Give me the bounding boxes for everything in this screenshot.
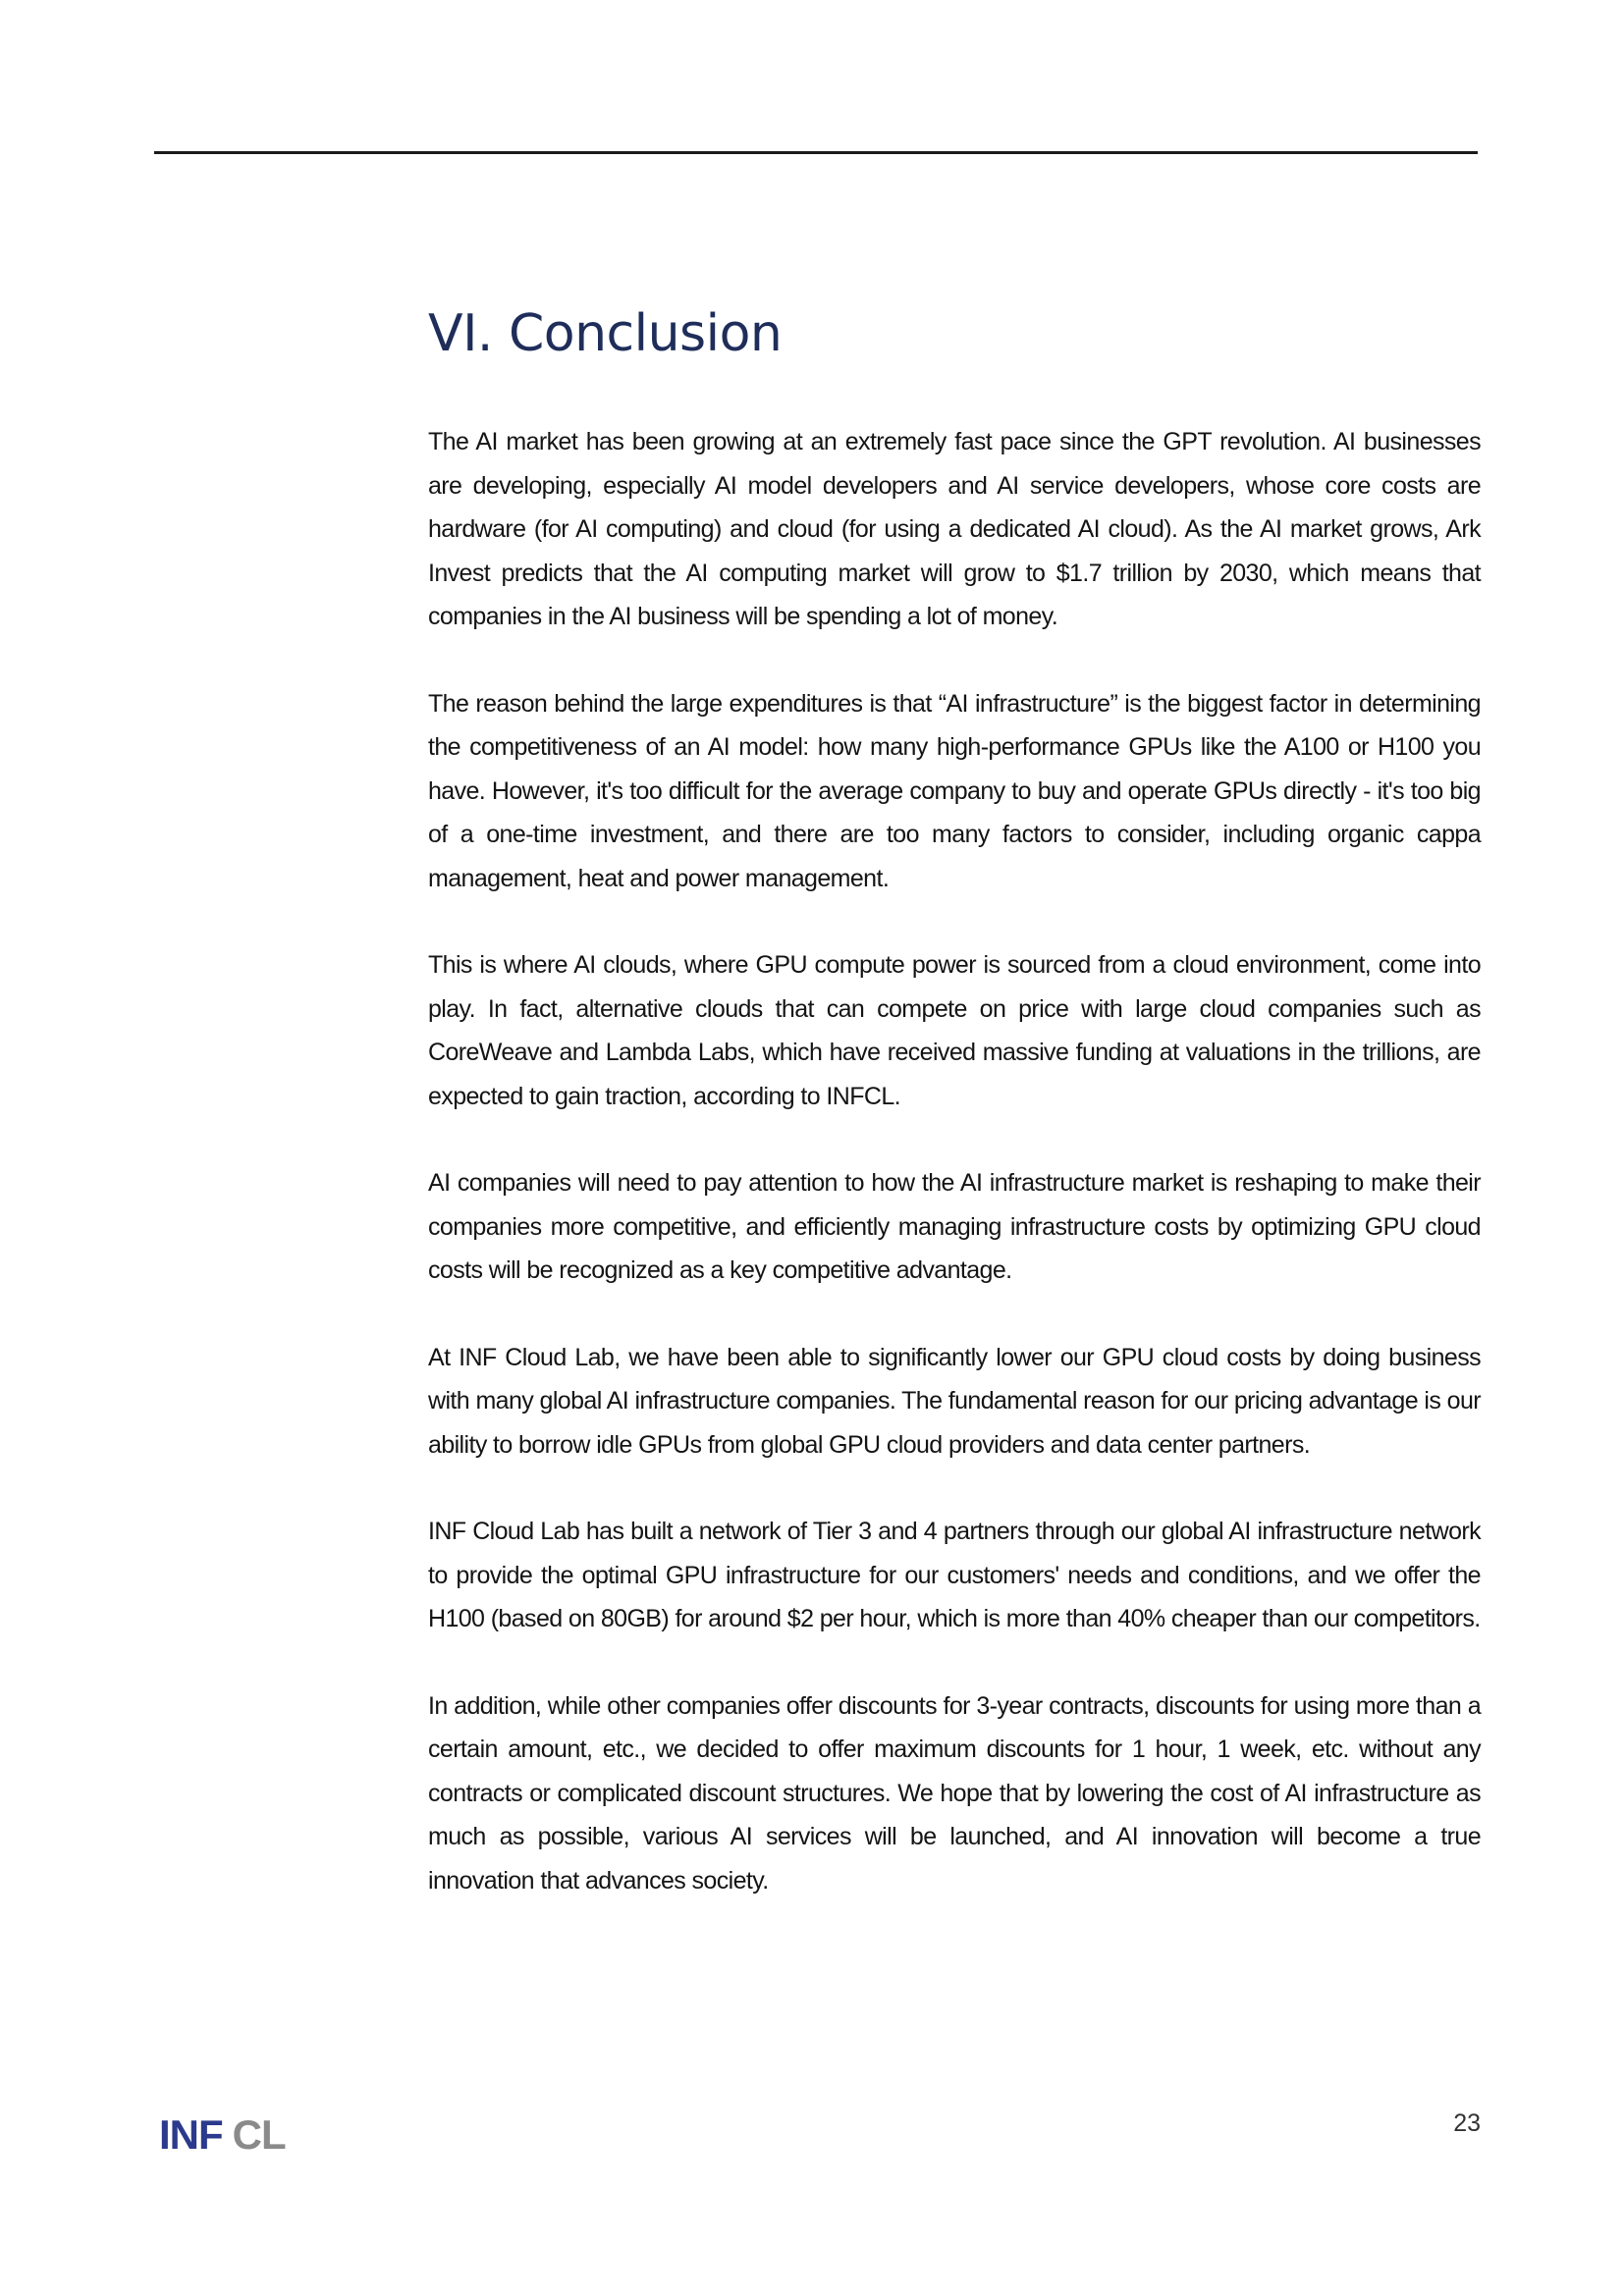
paragraph: In addition, while other companies offer discounts for 3-year contracts, discounts for using more than a certain amount, etc., we decided to offer maximum discounts for 1 hour, 1 week, etc. without any contracts or complicated discount structures. We hope that by lowering the cost of AI infrastructure as much as possible, various AI services will be launched, and AI innovation will become a true innovation that advances society. xyxy=(428,1691,1481,1895)
paragraph: The AI market has been growing at an extremely fast pace since the GPT revolution. AI businesses are developing, especially AI model developers and AI service developers, whose core costs are hardware (for AI computing) and cloud (for using a dedicated AI cloud). As the AI market grows, Ark Invest predicts that the AI computing market will grow to $1.7 trillion by 2030, which means that companies in the AI business will be spending a lot of money. xyxy=(428,428,1481,630)
paragraph: INF Cloud Lab has built a network of Tier 3 and 4 partners through our global AI infrastructure network to provide the optimal GPU infrastructure for our customers' needs and conditions, and we offer the H100 (based on 80GB) for around $2 per hour, which is more than 40% cheaper than our competitors. xyxy=(428,1518,1481,1632)
body-text xyxy=(428,420,1481,1902)
section-title: VI. Conclusion xyxy=(428,304,783,363)
paragraph: The reason behind the large expenditures is that “AI infrastructure” is the biggest factor in determining the competitiveness of an AI model: how many high-performance GPUs like the A100 or H100 you have. However, it's too difficult for the average company to buy and operate GPUs directly - it's too big of a one-time investment, and there are too many factors to consider, including organic cappa management, heat and power management. xyxy=(428,689,1481,892)
paragraph: At INF Cloud Lab, we have been able to significantly lower our GPU cloud costs by doing business with many global AI infrastructure companies. The fundamental reason for our pricing advantage is our ability to borrow idle GPUs from global GPU cloud providers and data center partners. xyxy=(428,1343,1481,1459)
paragraph: This is where AI clouds, where GPU compute power is sourced from a cloud environment, come into play. In fact, alternative clouds that can compete on price with large cloud companies such as CoreWeave and Lambda Labs, which have received massive funding at valuations in the trillions, are expected to gain traction, according to INFCL. xyxy=(428,951,1481,1110)
company-logo xyxy=(159,2110,286,2160)
paragraph: AI companies will need to pay attention to how the AI infrastructure market is reshaping to make their companies more competitive, and efficiently managing infrastructure costs by optimizing GPU cloud costs will be recognized as a key competitive advantage. xyxy=(428,1169,1481,1284)
header-divider xyxy=(154,151,1478,154)
logo-cl-text: CL xyxy=(232,2111,286,2158)
logo-inf-text: INF xyxy=(159,2111,223,2158)
page-content xyxy=(428,294,1481,1946)
page-number: 23 xyxy=(1453,2109,1481,2137)
